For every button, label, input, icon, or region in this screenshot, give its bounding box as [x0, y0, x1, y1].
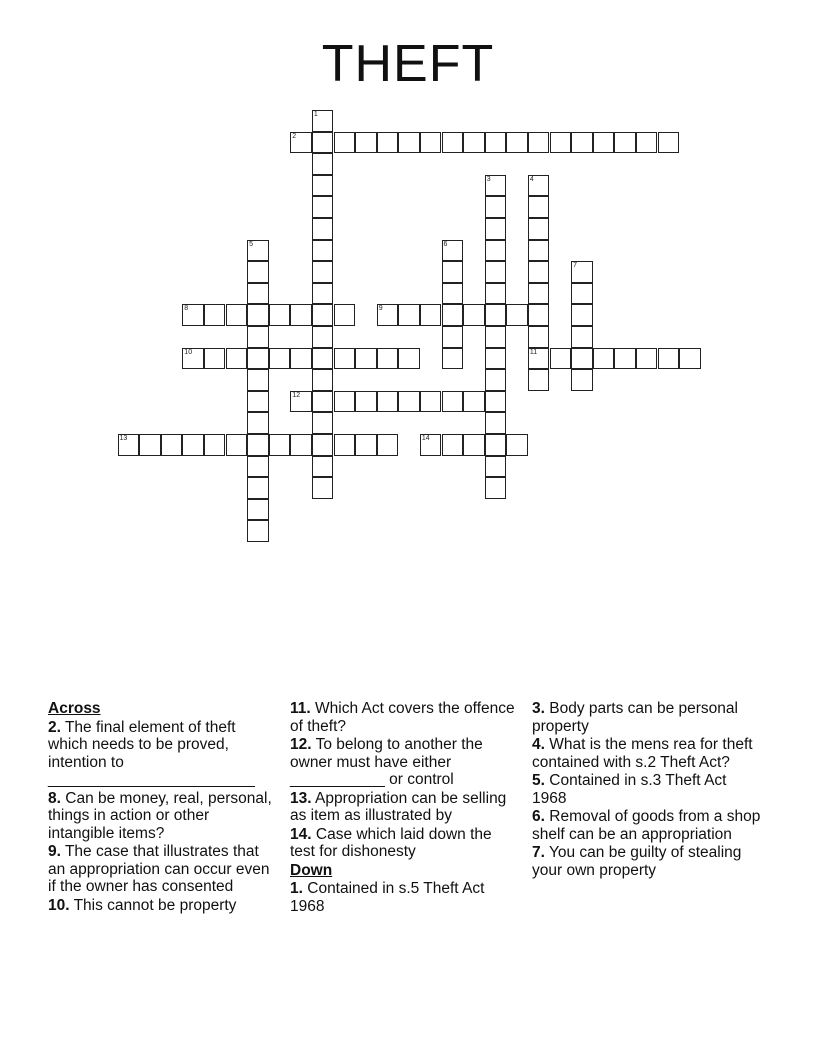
clue-across-14: 14. Case which laid down the test for dishonesty	[290, 825, 492, 860]
grid-cell[interactable]	[269, 304, 291, 326]
grid-cell[interactable]	[485, 369, 507, 391]
grid-cell[interactable]	[485, 240, 507, 262]
clue-number: 1	[313, 111, 318, 118]
grid-cell[interactable]	[485, 261, 507, 283]
grid-cell[interactable]	[312, 456, 334, 478]
grid-cell[interactable]	[377, 348, 399, 370]
clue-down-3: 3. Body parts can be personal property	[532, 700, 738, 735]
grid-cell[interactable]	[506, 434, 528, 456]
grid-cell[interactable]	[528, 261, 550, 283]
grid-cell[interactable]	[420, 132, 442, 154]
grid-cell[interactable]	[204, 304, 226, 326]
grid-cell[interactable]	[290, 391, 312, 413]
grid-cell[interactable]	[571, 283, 593, 305]
clue-column-2	[290, 700, 520, 916]
grid-cell[interactable]	[528, 283, 550, 305]
grid-cell[interactable]	[118, 434, 140, 456]
grid-cell[interactable]	[528, 240, 550, 262]
grid-cell[interactable]	[312, 261, 334, 283]
grid-cell[interactable]	[485, 196, 507, 218]
clue-number: 7	[573, 262, 577, 270]
clue-down-5: 5. Contained in s.3 Theft Act 1968	[532, 772, 727, 807]
grid-cell[interactable]	[528, 132, 550, 154]
grid-cell[interactable]	[442, 132, 464, 154]
clue-across-13: 13. Appropriation can be selling as item as illustrated by	[290, 789, 507, 824]
grid-cell[interactable]	[485, 283, 507, 305]
puzzle-title: THEFT	[321, 35, 495, 93]
grid-cell[interactable]	[247, 499, 269, 521]
grid-cell[interactable]	[485, 477, 507, 499]
grid-cell[interactable]	[355, 132, 377, 154]
grid-cell[interactable]	[334, 132, 356, 154]
grid-cell[interactable]	[506, 304, 528, 326]
grid-cell[interactable]	[658, 348, 680, 370]
clue-number: 3	[486, 175, 491, 183]
clue-across-8: 8. Can be money, real, personal, things in action or other intangible items?	[48, 789, 272, 842]
grid-cell[interactable]	[334, 304, 356, 326]
grid-cell[interactable]	[182, 348, 204, 370]
grid-cell[interactable]	[506, 132, 528, 154]
grid-cell[interactable]	[571, 326, 593, 348]
grid-cell[interactable]	[312, 283, 334, 305]
grid-cell[interactable]	[139, 434, 161, 456]
grid-cell[interactable]	[312, 477, 334, 499]
grid-cell[interactable]	[269, 434, 291, 456]
grid-cell[interactable]	[485, 391, 507, 413]
across-heading: Across	[48, 700, 101, 717]
grid-cell[interactable]	[312, 132, 334, 154]
grid-cell[interactable]	[247, 369, 269, 391]
grid-cell[interactable]	[247, 326, 269, 348]
grid-cell[interactable]	[528, 369, 550, 391]
grid-cell[interactable]	[312, 175, 334, 197]
grid-cell[interactable]	[485, 326, 507, 348]
grid-cell[interactable]	[290, 304, 312, 326]
clue-number: 12	[292, 391, 301, 399]
grid-cell[interactable]	[247, 391, 269, 413]
grid-cell[interactable]	[571, 369, 593, 391]
clue-number: 6	[443, 240, 448, 248]
clue-column-1	[48, 700, 274, 915]
grid-cell[interactable]	[377, 132, 399, 154]
grid-cell[interactable]	[182, 434, 204, 456]
grid-cell[interactable]	[355, 348, 377, 370]
clue-across-10: 10. This cannot be property	[48, 896, 237, 914]
grid-cell[interactable]	[312, 412, 334, 434]
grid-cell[interactable]	[528, 175, 550, 197]
clue-across-12: 12. To belong to another the owner must have either ___________ or control	[290, 736, 483, 788]
grid-cell[interactable]	[463, 304, 485, 326]
grid-cell[interactable]	[247, 520, 269, 542]
grid-cell[interactable]	[226, 434, 248, 456]
grid-cell[interactable]	[571, 261, 593, 283]
clue-across-9: 9. The case that illustrates that an appropriation can occur even if the owner has consented	[48, 843, 270, 895]
grid-cell[interactable]	[550, 348, 572, 370]
grid-cell[interactable]	[312, 369, 334, 391]
grid-cell[interactable]	[485, 412, 507, 434]
grid-cell[interactable]	[636, 348, 658, 370]
clue-column-3	[532, 700, 762, 880]
grid-cell[interactable]	[247, 240, 269, 262]
grid-cell[interactable]	[528, 304, 550, 326]
grid-cell[interactable]	[614, 132, 636, 154]
grid-cell[interactable]	[420, 434, 442, 456]
grid-cell[interactable]	[528, 218, 550, 240]
grid-cell[interactable]	[528, 196, 550, 218]
grid-cell[interactable]	[442, 391, 464, 413]
grid-cell[interactable]	[420, 304, 442, 326]
clue-across-11: 11. Which Act covers the offence of theft?	[290, 700, 515, 735]
grid-cell[interactable]	[247, 261, 269, 283]
clue-number: 2	[292, 132, 297, 140]
grid-cell[interactable]	[485, 304, 507, 326]
grid-cell[interactable]	[571, 348, 593, 370]
grid-cell[interactable]	[442, 240, 464, 262]
grid-cell[interactable]	[442, 348, 464, 370]
grid-cell[interactable]	[442, 326, 464, 348]
grid-cell[interactable]	[247, 348, 269, 370]
grid-cell[interactable]	[312, 110, 334, 132]
clue-number: 13	[119, 435, 128, 442]
grid-cell[interactable]	[312, 240, 334, 262]
grid-cell[interactable]	[593, 132, 615, 154]
grid-cell[interactable]	[614, 348, 636, 370]
down-heading: Down	[290, 861, 333, 879]
grid-cell[interactable]	[312, 304, 334, 326]
grid-cell[interactable]	[398, 304, 420, 326]
clue-number: 11	[529, 348, 538, 356]
clue-down-4: 4. What is the mens rea for theft contained with s.2 Theft Act?	[532, 736, 753, 771]
grid-cell[interactable]	[334, 434, 356, 456]
grid-cell[interactable]	[269, 348, 291, 370]
grid-cell[interactable]	[485, 348, 507, 370]
clue-number: 4	[529, 175, 534, 183]
grid-cell[interactable]	[463, 391, 485, 413]
grid-cell[interactable]	[377, 391, 399, 413]
grid-cell[interactable]	[312, 326, 334, 348]
clue-down-1: 1. Contained in s.5 Theft Act 1968	[290, 880, 485, 915]
grid-cell[interactable]	[398, 348, 420, 370]
grid-cell[interactable]	[463, 434, 485, 456]
grid-cell[interactable]	[377, 434, 399, 456]
grid-cell[interactable]	[334, 391, 356, 413]
grid-cell[interactable]	[679, 348, 701, 370]
grid-cell[interactable]	[528, 326, 550, 348]
grid-cell[interactable]	[377, 304, 399, 326]
grid-cell[interactable]	[312, 218, 334, 240]
grid-cell[interactable]	[161, 434, 183, 456]
grid-cell[interactable]	[528, 348, 550, 370]
grid-cell[interactable]	[442, 261, 464, 283]
grid-cell[interactable]	[636, 132, 658, 154]
grid-cell[interactable]	[442, 283, 464, 305]
clue-down-6: 6. Removal of goods from a shop shelf can be an appropriation	[532, 808, 761, 843]
grid-cell[interactable]	[312, 348, 334, 370]
grid-cell[interactable]	[247, 304, 269, 326]
grid-cell[interactable]	[204, 348, 226, 370]
clue-across-2: 2. The final element of theft which needs to be proved, intention to ________________________	[48, 718, 255, 788]
clue-number: 8	[184, 305, 189, 313]
grid-cell[interactable]	[312, 153, 334, 175]
grid-cell[interactable]	[658, 132, 680, 154]
grid-cell[interactable]	[485, 132, 507, 154]
grid-cell[interactable]	[226, 304, 248, 326]
grid-cell[interactable]	[355, 391, 377, 413]
grid-cell[interactable]	[550, 132, 572, 154]
grid-cell[interactable]	[290, 434, 312, 456]
grid-cell[interactable]	[290, 132, 312, 154]
grid-cell[interactable]	[485, 175, 507, 197]
clue-down-7: 7. You can be guilty of stealing your own property	[532, 844, 742, 879]
grid-cell[interactable]	[312, 434, 334, 456]
grid-cell[interactable]	[247, 283, 269, 305]
grid-cell[interactable]	[485, 456, 507, 478]
grid-cell[interactable]	[226, 348, 248, 370]
grid-cell[interactable]	[485, 434, 507, 456]
grid-cell[interactable]	[355, 434, 377, 456]
grid-cell[interactable]	[571, 304, 593, 326]
grid-cell[interactable]	[398, 132, 420, 154]
grid-cell[interactable]	[442, 434, 464, 456]
clue-number: 10	[184, 348, 193, 356]
grid-cell[interactable]	[593, 348, 615, 370]
grid-cell[interactable]	[312, 391, 334, 413]
grid-cell[interactable]	[442, 304, 464, 326]
clue-number: 5	[249, 240, 253, 248]
grid-cell[interactable]	[182, 304, 204, 326]
grid-cell[interactable]	[312, 196, 334, 218]
grid-cell[interactable]	[247, 477, 269, 499]
grid-cell[interactable]	[290, 348, 312, 370]
grid-cell[interactable]	[247, 412, 269, 434]
grid-cell[interactable]	[398, 391, 420, 413]
grid-cell[interactable]	[485, 218, 507, 240]
grid-cell[interactable]	[420, 391, 442, 413]
clue-number: 9	[378, 305, 383, 313]
grid-cell[interactable]	[247, 434, 269, 456]
clue-number: 14	[421, 435, 430, 442]
grid-cell[interactable]	[334, 348, 356, 370]
grid-cell[interactable]	[463, 132, 485, 154]
grid-cell[interactable]	[247, 456, 269, 478]
grid-cell[interactable]	[571, 132, 593, 154]
grid-cell[interactable]	[204, 434, 226, 456]
